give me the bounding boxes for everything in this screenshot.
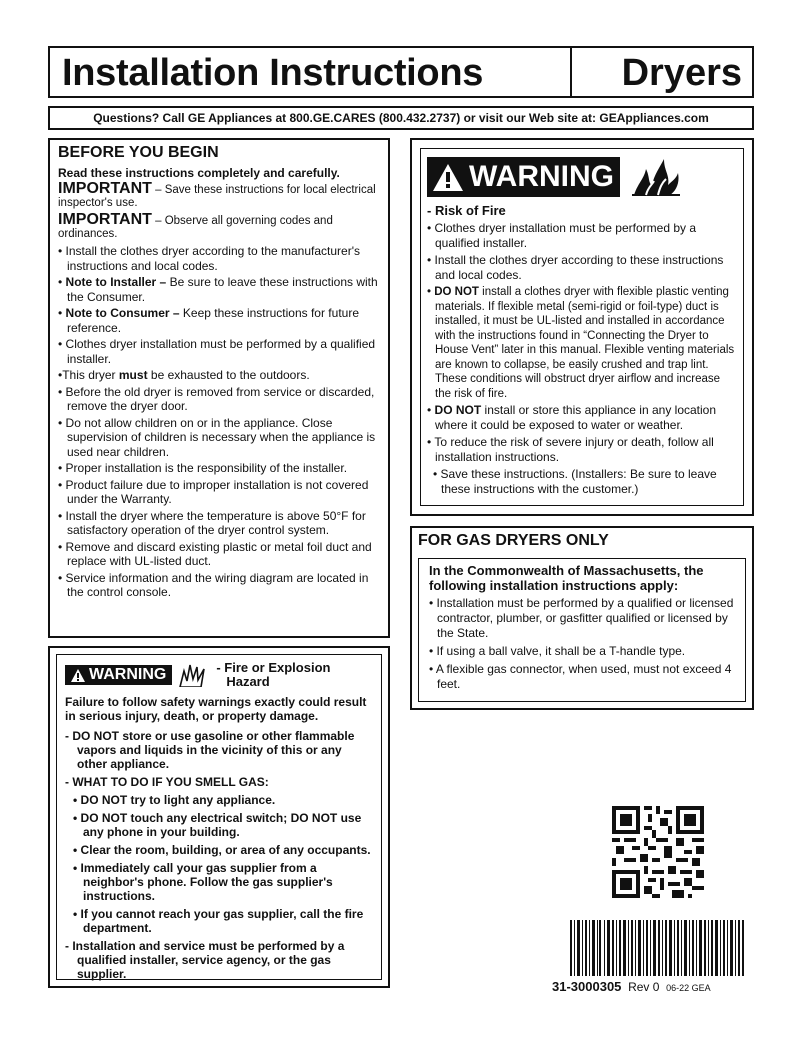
list-item: • Service information and the wiring diagram are located in the control console. [58, 570, 369, 599]
before-you-begin-section [48, 138, 390, 638]
important-note-1: IMPORTANT – Save these instructions for local electrical inspector's use. [58, 180, 376, 209]
explosion-icon [178, 663, 208, 687]
list-item: • DO NOT install a clothes dryer with flexible plastic venting materials. If flexible metal (semi-rigid or foil-type) duct is installed, it must be UL-listed and installed in accordance with the instructions found in “Connecting the Dryer to House Vent” later in this manual. Flexible venting materials are known to collapse, be easily crushed and trap lint. These conditions will obstruct dryer airflow and increase the risk of fire. [427, 286, 735, 400]
list-item: • Install the dryer where the temperature is above 50°F for satisfactory operation of the dryer control system. [58, 508, 366, 537]
list-item: • Immediately call your gas supplier from a neighbor's phone. Follow the gas supplier's instructions. [73, 861, 333, 903]
warning-badge: WARNING [427, 157, 620, 197]
list-item: - DO NOT store or use gasoline or other flammable vapors and liquids in the vicinity of this or any other appliance. [65, 729, 355, 771]
gas-warning-box [48, 646, 390, 988]
list-item: • Note to Installer – Be sure to leave these instructions with the Consumer. [58, 275, 378, 304]
hazard-title: - Fire or Explosion Hazard [216, 660, 331, 689]
list-item: • Remove and discard existing plastic or metal foil duct and replace with UL-listed duct. [58, 539, 372, 568]
page-title: Installation Instructions [62, 52, 484, 94]
list-item: • Clothes dryer installation must be performed by a qualified installer. [427, 221, 697, 250]
section-heading: BEFORE YOU BEGIN [58, 144, 219, 161]
read-instructions-text: Read these instructions completely and carefully. [58, 166, 340, 180]
list-item: - WHAT TO DO IF YOU SMELL GAS: [65, 775, 269, 789]
warning-lead: Failure to follow safety warnings exactly could result in serious injury, death, or property damage. [65, 695, 367, 723]
part-number: 31-3000305 Rev 0 06-22 GEA [552, 979, 711, 994]
important-note-2: IMPORTANT – Observe all governing codes and ordinances. [58, 211, 333, 240]
list-item: - Installation and service must be performed by a qualified installer, service agency, or the gas supplier. [65, 939, 345, 981]
list-item: • Note to Consumer – Keep these instructions for future reference. [58, 306, 359, 335]
title-banner [48, 46, 754, 98]
gas-warning-list [65, 729, 373, 981]
list-item: • Install the clothes dryer according to the manufacturer's instructions and local codes. [58, 244, 360, 273]
list-item: • Do not allow children on or in the appliance. Close supervision of children is necessary when the appliance is used near children. [58, 415, 376, 459]
list-item: • Proper installation is the responsibility of the installer. [58, 461, 348, 475]
warning-triangle-icon [71, 669, 85, 682]
list-item: • To reduce the risk of severe injury or death, follow all installation instructions. [427, 435, 714, 464]
fire-warning-list [427, 221, 737, 497]
gas-list [429, 596, 735, 692]
barcode [570, 920, 744, 976]
list-item: • Save these instructions. (Installers: Be sure to leave these instructions with the customer.) [433, 467, 717, 496]
fire-icon [630, 157, 682, 197]
warning-triangle-icon [433, 164, 463, 191]
section-heading: FOR GAS DRYERS ONLY [418, 532, 609, 549]
list-item: • Before the old dryer is removed from service or discarded, remove the dryer door. [58, 384, 375, 413]
list-item: • DO NOT touch any electrical switch; DO NOT use any phone in your building. [73, 811, 362, 839]
before-list [58, 244, 380, 600]
list-item: • Install the clothes dryer according to these instructions and local codes. [427, 253, 724, 282]
list-item: •This dryer must be exhausted to the outdoors. [58, 368, 310, 382]
risk-label: - Risk of Fire [427, 203, 506, 218]
product-name: Dryers [570, 48, 752, 96]
list-item: • DO NOT try to light any appliance. [73, 793, 276, 807]
gas-dryers-section [410, 526, 754, 710]
list-item: • Product failure due to improper installation is not covered under the Warranty. [58, 477, 369, 506]
list-item: • Installation must be performed by a qualified or licensed contractor, plumber, or gasfitter qualified or licensed by the State. [429, 596, 734, 640]
list-item: • DO NOT install or store this appliance in any location where it could be exposed to water or weather. [427, 403, 717, 432]
contact-bar: Questions? Call GE Appliances at 800.GE.CARES (800.432.2737) or visit our Web site at: GEAppliances.com [48, 106, 754, 130]
massachusetts-note: In the Commonwealth of Massachusetts, the following installation instructions apply: [429, 563, 704, 593]
warning-badge: WARNING [65, 665, 172, 685]
list-item: • Clothes dryer installation must be performed by a qualified installer. [58, 337, 376, 366]
fire-warning-box [410, 138, 754, 516]
list-item: • If using a ball valve, it shall be a T-handle type. [429, 644, 686, 658]
list-item: • A flexible gas connector, when used, must not exceed 4 feet. [429, 662, 732, 691]
list-item: • Clear the room, building, or area of any occupants. [73, 843, 371, 857]
qr-code [612, 806, 704, 898]
list-item: • If you cannot reach your gas supplier, call the fire department. [73, 907, 364, 935]
